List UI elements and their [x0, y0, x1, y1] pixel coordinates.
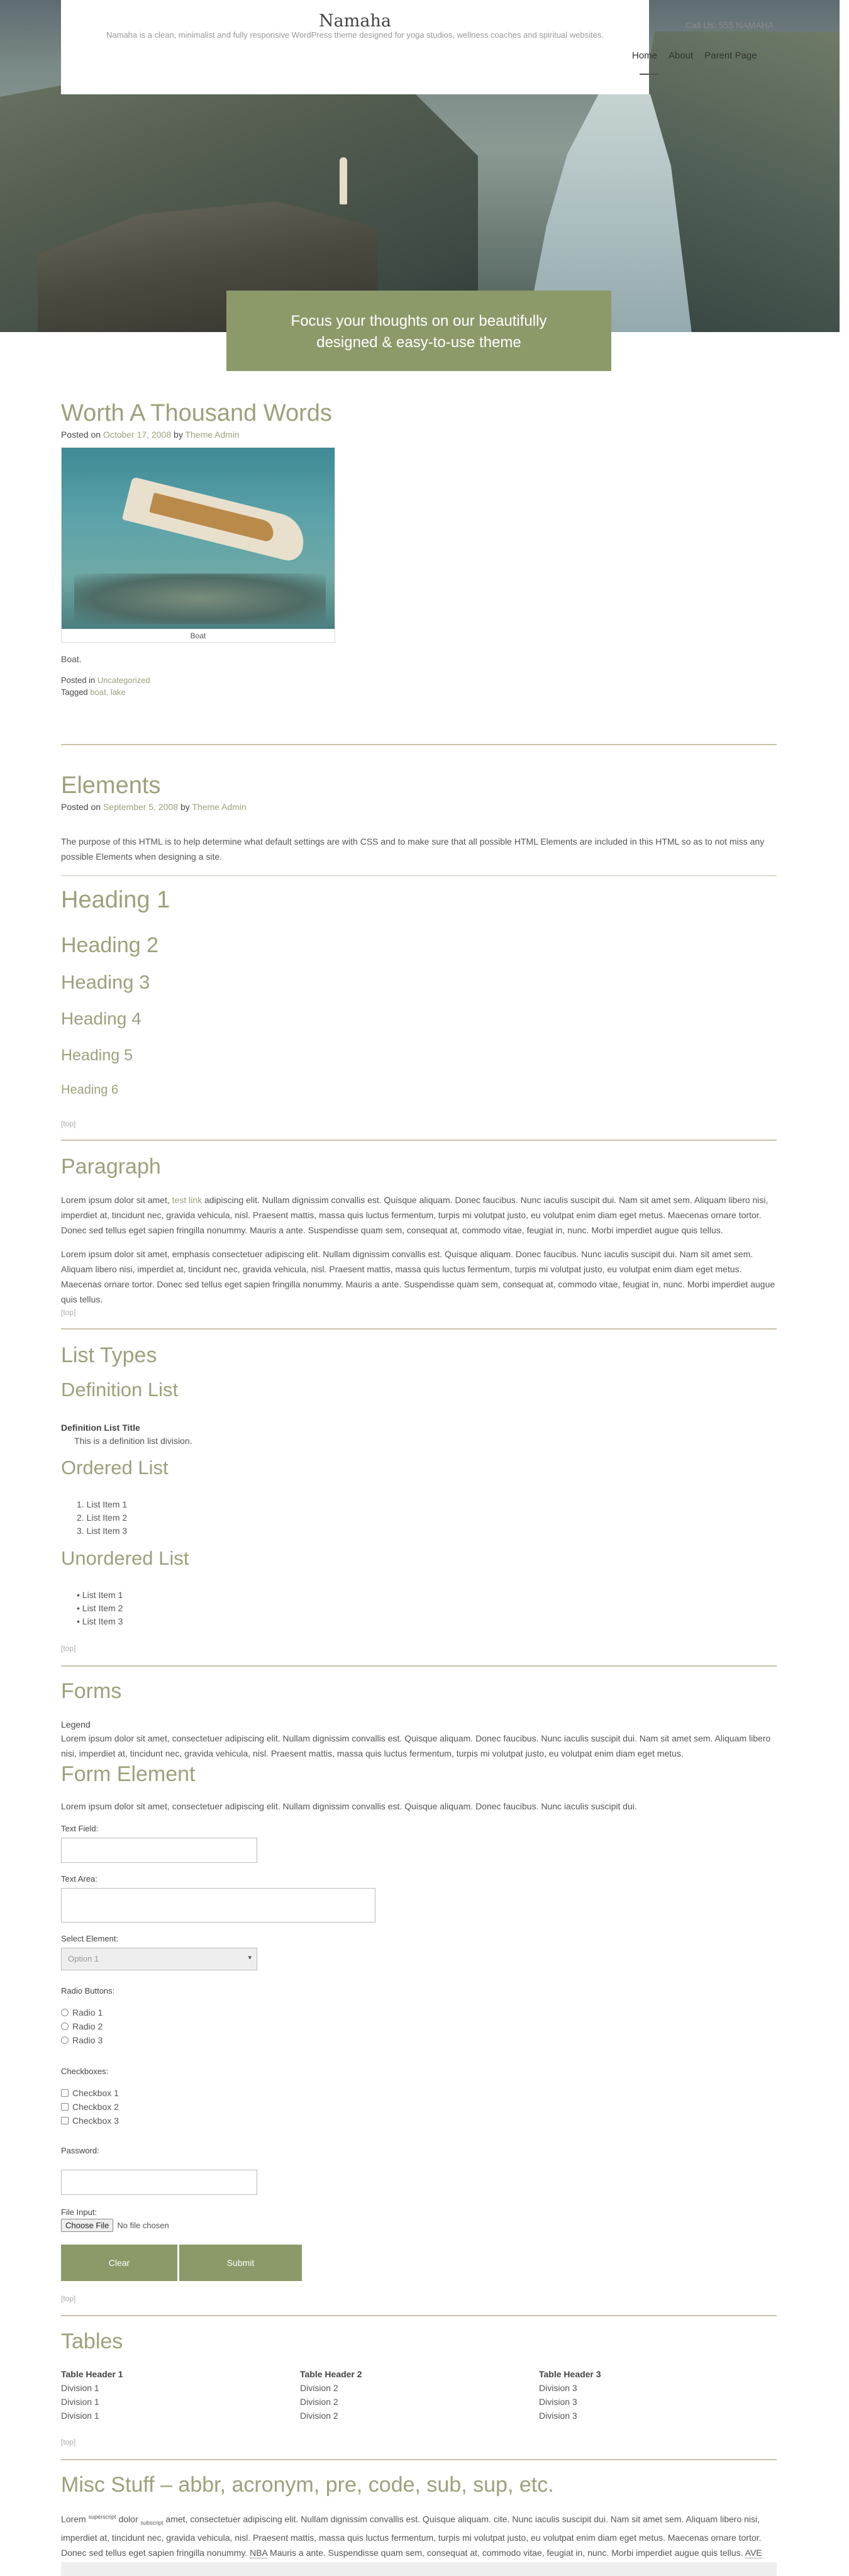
nav-item-parent-page[interactable]: Parent Page: [704, 50, 757, 61]
section-divider: [61, 1140, 777, 1141]
table-cell: Division 2: [300, 2411, 338, 2421]
checkbox-icon[interactable]: [61, 2103, 69, 2111]
checkbox-group: [61, 2084, 119, 2126]
by-label: by: [180, 802, 190, 812]
unordered-list-item: • List Item 3: [77, 1616, 123, 1626]
back-to-top-link[interactable]: [top]: [61, 2294, 76, 2303]
unordered-list-item: • List Item 1: [77, 1590, 123, 1600]
table-cell: Division 1: [61, 2411, 99, 2421]
table-cell: Division 1: [61, 2397, 99, 2407]
select-label: Select Element:: [61, 1934, 119, 1943]
post-categories: [61, 675, 777, 685]
hero-yoga-figure: [340, 157, 347, 204]
text-field-input[interactable]: [61, 1838, 257, 1863]
back-to-top-link[interactable]: [top]: [61, 1644, 76, 1653]
site-description: Namaha is a clean, minimalist and fully responsive WordPress theme designed for yoga studios, wellness coaches and spiritual websites.: [106, 30, 604, 40]
abbr-nba: NBA: [250, 2548, 268, 2558]
checkbox-option-1[interactable]: Checkbox 1: [61, 2088, 119, 2098]
table-header: Table Header 2: [300, 2369, 362, 2379]
select-dropdown[interactable]: [61, 1948, 257, 1970]
text-area-label: Text Area:: [61, 1874, 97, 1884]
tagged-label: Tagged: [61, 687, 88, 697]
post-title[interactable]: Elements: [61, 772, 161, 799]
table-cell: Division 3: [539, 2411, 577, 2421]
site-title[interactable]: Namaha: [319, 11, 391, 31]
section-divider: [61, 1665, 777, 1667]
radio-circle-icon[interactable]: [61, 2009, 69, 2016]
misc-text: dolor: [116, 2514, 141, 2524]
posted-on-label: Posted on: [61, 802, 101, 812]
table-header: Table Header 1: [61, 2369, 123, 2379]
post-author-link[interactable]: Theme Admin: [192, 802, 247, 812]
radio-circle-icon[interactable]: [61, 2036, 69, 2044]
misc-paragraph: [61, 2509, 777, 2560]
table-cell: Division 3: [539, 2383, 577, 2393]
tags-link[interactable]: boat, lake: [90, 687, 126, 697]
misc-heading: Misc Stuff – abbr, acronym, pre, code, sub, sup, etc.: [61, 2473, 554, 2497]
heading-3: Heading 3: [61, 971, 150, 993]
heading-4: Heading 4: [61, 1009, 142, 1028]
superscript-text: superscript: [88, 2514, 116, 2520]
text-field-label: Text Field:: [61, 1824, 99, 1833]
nav-item-home[interactable]: Home: [632, 50, 658, 61]
post-elements-header: [61, 772, 777, 812]
definition-term: Definition List Title: [61, 1423, 140, 1433]
abbr-ave: AVE: [745, 2548, 762, 2558]
unordered-list: [77, 1589, 123, 1628]
site-header: [61, 0, 649, 94]
table-header: Table Header 3: [539, 2369, 601, 2379]
heading-1: Heading 1: [61, 887, 170, 913]
post-worth-a-thousand-words: [61, 400, 777, 697]
ordered-list: [77, 1498, 127, 1538]
radio-group: [61, 2004, 103, 2045]
checkbox-icon[interactable]: [61, 2117, 69, 2124]
clear-button[interactable]: Clear: [61, 2245, 177, 2281]
posted-in-label: Posted in: [61, 675, 96, 685]
radio-circle-icon[interactable]: [61, 2023, 69, 2030]
ordered-list-item: 1. List Item 1: [77, 1499, 128, 1509]
checkbox-option-2[interactable]: Checkbox 2: [61, 2102, 119, 2112]
table-cell: Division 2: [300, 2383, 338, 2393]
checkbox-option-3[interactable]: Checkbox 3: [61, 2116, 119, 2126]
post-title[interactable]: Worth A Thousand Words: [61, 400, 332, 426]
legend-text: Lorem ipsum dolor sit amet, consectetuer adipiscing elit. Nullam dignissim convallis est. Quisque aliquam. Donec faucibus. Nunc iaculis suscipit dui. Nam sit amet sem. Aliquam libero nisi, imperdiet at, tincidunt nec, gravida vehicula, nisl. Praesent mattis, massa quis luctus fermentum, turpis mi volutpat justo, eu volutpat enim diam eget metus.: [61, 1733, 771, 1758]
forms-heading: Forms: [61, 1679, 122, 1703]
password-label: Password:: [61, 2146, 99, 2155]
paragraph-heading: Paragraph: [61, 1155, 161, 1179]
table-cell: Division 1: [61, 2383, 99, 2393]
pre-code-block: [61, 2562, 777, 2576]
radio-group-label: Radio Buttons:: [61, 1986, 115, 1996]
nav-item-about[interactable]: About: [669, 50, 694, 61]
data-table: [61, 2367, 777, 2423]
submit-button[interactable]: Submit: [179, 2245, 302, 2281]
hero-banner: [226, 291, 611, 371]
radio-option-2[interactable]: Radio 2: [61, 2021, 103, 2031]
heading-2: Heading 2: [61, 933, 159, 957]
section-divider: [61, 875, 777, 876]
definition-list-heading: Definition List: [61, 1379, 179, 1401]
post-meta: [61, 802, 777, 812]
select-value: Option 1: [68, 1954, 99, 1963]
subscript-text: subscript: [140, 2519, 164, 2526]
heading-6: Heading 6: [61, 1083, 119, 1097]
table-cell: Division 3: [539, 2397, 577, 2407]
header-accent-line: [640, 74, 658, 75]
definition-description: This is a definition list division.: [74, 1436, 192, 1446]
para1-text-start: Lorem ipsum dolor sit amet,: [61, 1195, 172, 1205]
form-element-heading: Form Element: [61, 1762, 196, 1786]
checkbox-group-label: Checkboxes:: [61, 2067, 109, 2076]
file-input: [61, 2219, 169, 2232]
ordered-list-item: 3. List Item 3: [77, 1526, 128, 1536]
heading-5: Heading 5: [61, 1046, 133, 1064]
post-date-link[interactable]: October 17, 2008: [103, 430, 172, 440]
unordered-list-item: • List Item 2: [77, 1603, 123, 1613]
section-divider: [61, 2315, 777, 2316]
fieldset-legend: Legend: [61, 1719, 91, 1729]
file-status: No file chosen: [117, 2221, 169, 2230]
back-to-top-link[interactable]: [top]: [61, 1308, 76, 1317]
section-divider: [61, 2459, 777, 2460]
post-tags: [61, 687, 777, 697]
misc-text: amet, consectetuer adipiscing elit. Nullam dignissim convallis est. Quisque aliquam. cite. Nunc iaculis suscipit dui. Nam sit amet sem. Aliquam libero nisi, imperdiet at, tincidunt nec, gravida vehicula, nisl. Praesent mattis, massa quis luctus fermentum, turpis mi volutpat justo, eu volutpat enim diam eget metus. Maecenas ornare tortor. Donec sed tellus eget sapien fringilla nonummy.: [61, 2514, 762, 2558]
form-intro: Lorem ipsum dolor sit amet, consectetuer adipiscing elit. Nullam dignissim convallis est. Quisque aliquam. Donec faucibus. Nunc iaculis suscipit dui.: [61, 1801, 637, 1811]
checkbox-icon[interactable]: [61, 2089, 69, 2097]
table-cell: Division 2: [300, 2397, 338, 2407]
call-us-text: Call Us: 555 NAMAHA: [685, 20, 774, 30]
by-label: by: [174, 430, 183, 440]
section-divider: [61, 1328, 777, 1330]
image-caption: Boat: [190, 631, 206, 640]
misc-text: Mauris a ante. Suspendisse quam sem, consequat at, commodo vitae, feugiat in, nunc. Morbi imperdiet augue quis tellus.: [267, 2548, 745, 2558]
para1-text-end: adipiscing elit. Nullam dignissim convallis est. Quisque aliquam. Donec faucibus. Nunc iaculis suscipit dui. Nam sit amet sem. Aliquam libero nisi, imperdiet at, tincidunt nec, gravida vehicula, nisl. Praesent mattis, massa quis luctus fermentum, turpis mi volutpat justo, eu volutpat enim diam eget metus. Maecenas ornare tortor. Donec sed tellus eget sapien fringilla nonummy. Mauris a ante. Suspendisse quam sem, consequat at, commodo vitae, feugiat in, nunc. Morbi imperdiet augue quis tellus.: [61, 1195, 769, 1235]
radio-option-1[interactable]: Radio 1: [61, 2007, 103, 2018]
tables-heading: Tables: [61, 2329, 123, 2353]
posted-on-label: Posted on: [61, 430, 101, 440]
category-link[interactable]: Uncategorized: [97, 675, 150, 685]
banner-line-1: Focus your thoughts on our beautifully: [291, 313, 547, 330]
back-to-top-link[interactable]: [top]: [61, 2438, 76, 2446]
boat-rocks: [74, 574, 326, 624]
post-meta: [61, 430, 777, 440]
post-divider: [61, 744, 777, 745]
paragraph-2: Lorem ipsum dolor sit amet, emphasis consectetuer adipiscing elit. Nullam dignissim convallis est. Quisque aliquam. Donec faucibus. Nunc iaculis suscipit dui. Nam sit amet sem. Aliquam libero nisi, imperdiet at, tincidunt nec, gravida vehicula, nisl. Praesent mattis, massa quis luctus fermentum, turpis mi volutpat justo, eu volutpat enim diam eget metus. Maecenas ornare tortor. Donec sed tellus eget sapien fringilla nonummy. Mauris a ante. Suspendisse quam sem, consequat at, commodo vitae, feugiat in, nunc. Morbi imperdiet augue quis tellus.: [61, 1249, 775, 1304]
file-input-label: File Input:: [61, 2207, 97, 2217]
ordered-list-heading: Ordered List: [61, 1457, 169, 1479]
ordered-list-item: 2. List Item 2: [77, 1513, 128, 1523]
post-date-link[interactable]: September 5, 2008: [103, 802, 179, 812]
boat-figure: [61, 447, 335, 643]
post-body: Boat.: [61, 654, 82, 664]
paragraph-1: [61, 1192, 777, 1238]
chevron-down-icon: ▾: [248, 1954, 252, 1962]
test-link[interactable]: test link: [172, 1195, 203, 1205]
elements-intro: The purpose of this HTML is to help determine what default settings are with CSS and to make sure that all possible HTML Elements are included in this HTML so as to not miss any possible Elements when designing a site.: [61, 836, 765, 862]
password-input[interactable]: [61, 2170, 257, 2195]
back-to-top-link[interactable]: [top]: [61, 1119, 76, 1128]
misc-text: Lorem: [61, 2514, 89, 2524]
post-author-link[interactable]: Theme Admin: [185, 430, 240, 440]
boat-image[interactable]: [62, 448, 335, 629]
main-navigation: [632, 50, 757, 61]
unordered-list-heading: Unordered List: [61, 1547, 189, 1569]
choose-file-button[interactable]: Choose File: [61, 2219, 113, 2232]
text-area-input[interactable]: [61, 1888, 375, 1923]
radio-option-3[interactable]: Radio 3: [61, 2035, 103, 2045]
banner-line-2: designed & easy-to-use theme: [316, 334, 521, 351]
list-types-heading: List Types: [61, 1343, 157, 1367]
